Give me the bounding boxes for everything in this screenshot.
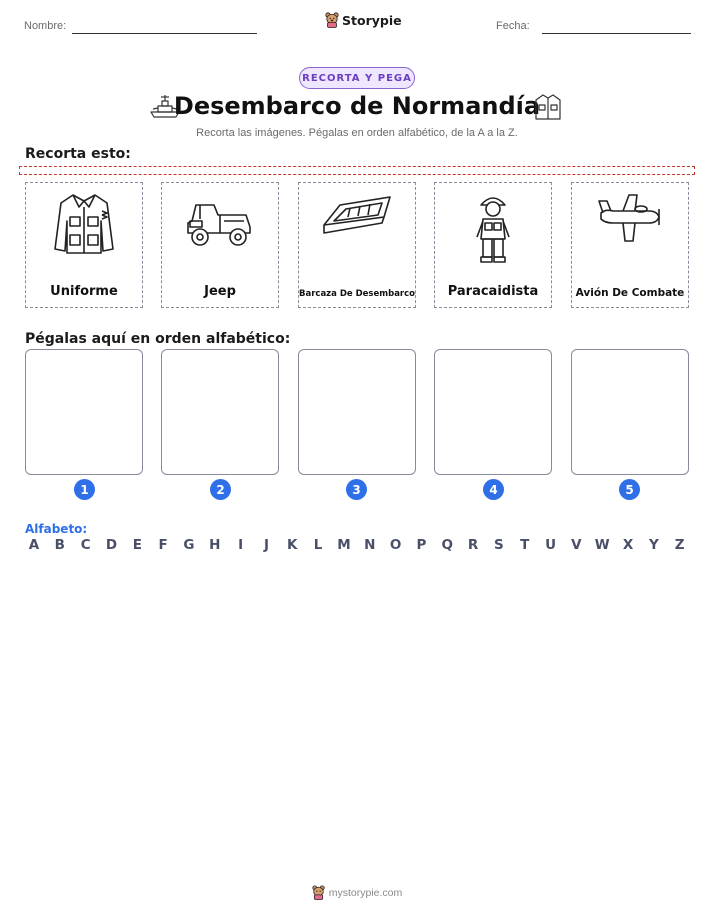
alphabet-letter: Y (648, 537, 659, 553)
footer (0, 885, 714, 900)
card-label: Avión De Combate (575, 287, 685, 299)
card-label: Jeep (204, 284, 236, 299)
alphabet-letter: V (571, 537, 582, 553)
jacket-icon (49, 191, 119, 257)
alphabet-letter: R (467, 537, 479, 553)
alphabet-letter: B (54, 537, 65, 553)
alphabet-letter: S (494, 537, 504, 553)
alphabet-letter: X (622, 537, 634, 553)
number-badge: 4 (483, 479, 504, 500)
activity-badge: RECORTA Y PEGA (299, 67, 415, 89)
instructions: Recorta las imágenes. Pégalas en orden alfabético, de la A a la Z. (196, 127, 518, 139)
number-badge: 1 (74, 479, 95, 500)
alphabet-letter: A (28, 537, 40, 553)
paste-box-5[interactable] (571, 349, 689, 475)
alphabet-letter: T (520, 537, 530, 553)
alphabet-letter: M (337, 537, 351, 553)
cut-card-avion[interactable] (571, 182, 689, 308)
alphabet-title: Alfabeto: (25, 522, 88, 536)
paste-box-1[interactable] (25, 349, 143, 475)
alphabet-letter: J (263, 537, 269, 553)
name-label: Nombre: (24, 20, 67, 32)
cut-card-barcaza[interactable] (298, 182, 416, 308)
alphabet-letter: K (287, 537, 298, 553)
alphabet-letter: W (594, 537, 610, 553)
brand-logo (325, 12, 402, 28)
alphabet-letter: L (313, 537, 323, 553)
alphabet-letter: Z (674, 537, 685, 553)
alphabet-row (25, 537, 689, 553)
cut-card-paracaidista[interactable] (434, 182, 552, 308)
alphabet-letter: Q (441, 537, 453, 553)
alphabet-letter: U (545, 537, 557, 553)
page-title: Desembarco de Normandía (173, 92, 541, 120)
date-label: Fecha: (496, 20, 530, 32)
alphabet-letter: C (80, 537, 91, 553)
cut-section-title: Recorta esto: (25, 146, 131, 162)
card-label: Uniforme (50, 284, 118, 299)
number-badge: 3 (346, 479, 367, 500)
alphabet-letter: E (132, 537, 142, 553)
fighter-plane-icon (595, 191, 665, 245)
cut-line (19, 166, 695, 175)
alphabet-letter: P (416, 537, 427, 553)
paste-box-2[interactable] (161, 349, 279, 475)
jacket-icon (533, 92, 563, 122)
card-label: Paracaidista (447, 284, 539, 299)
card-label: Barcaza De Desembarco (299, 289, 415, 299)
alphabet-letter: N (364, 537, 376, 553)
paratrooper-icon (471, 191, 515, 265)
date-line[interactable] (542, 33, 691, 34)
name-line[interactable] (72, 33, 257, 34)
jeep-icon (184, 191, 256, 251)
bear-icon (325, 12, 339, 28)
paste-box-3[interactable] (298, 349, 416, 475)
brand-name: Storypie (342, 12, 402, 28)
bear-icon (312, 885, 325, 900)
alphabet-letter: F (158, 537, 168, 553)
cut-card-jeep[interactable] (161, 182, 279, 308)
paste-box-4[interactable] (434, 349, 552, 475)
alphabet-letter: I (238, 537, 244, 553)
alphabet-letter: D (105, 537, 118, 553)
cut-card-uniforme[interactable] (25, 182, 143, 308)
landing-craft-icon (320, 191, 394, 239)
number-badge: 2 (210, 479, 231, 500)
number-badge: 5 (619, 479, 640, 500)
alphabet-letter: O (389, 537, 402, 553)
alphabet-letter: H (209, 537, 221, 553)
paste-section-title: Pégalas aquí en orden alfabético: (25, 331, 291, 347)
alphabet-letter: G (183, 537, 195, 553)
footer-url[interactable]: mystorypie.com (328, 886, 403, 899)
